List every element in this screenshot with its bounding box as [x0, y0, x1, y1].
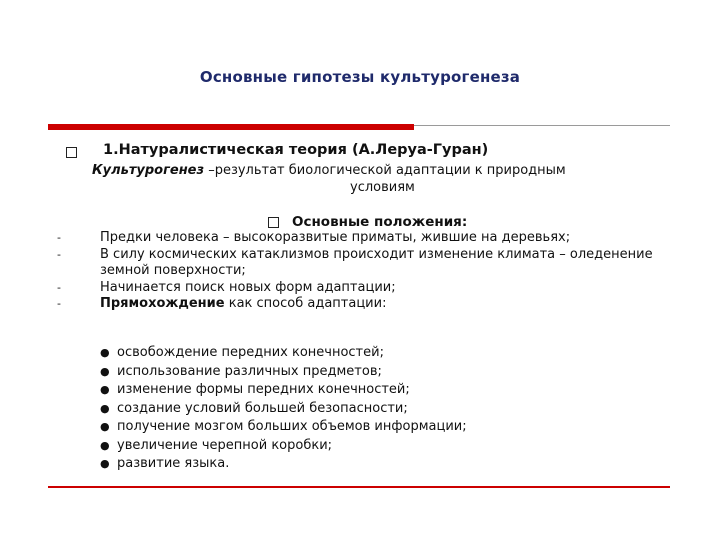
list-item: - Прямохождение как способ адаптации: [57, 296, 387, 311]
provisions-list [57, 230, 680, 313]
adaptation-bullets [100, 344, 660, 474]
list-item: - В силу космических катаклизмов происходит изменение климата – оледенение земной поверхности; [57, 246, 653, 278]
bullet-dot-icon: ● [100, 457, 110, 470]
bottom-divider [48, 486, 670, 488]
definition-text-line2: условиям [350, 180, 415, 195]
dash-icon: - [57, 231, 61, 244]
dash-icon: - [57, 280, 61, 294]
list-item: ● получение мозгом больших объемов информации; [100, 418, 660, 437]
bullet-dot-icon: ● [100, 438, 110, 452]
title-underline-rule [414, 125, 670, 126]
definition-text: –результат биологической адаптации к природным [204, 163, 566, 178]
list-item: - Предки человека – высокоразвитые приматы, жившие на деревьях; [57, 230, 571, 245]
square-bullet-icon [66, 147, 77, 158]
bullet-dot-icon: ● [100, 346, 110, 359]
square-bullet-icon [268, 217, 279, 228]
page-title: Основные гипотезы культурогенеза [199, 68, 521, 86]
list-item: ● развитие языка. [100, 455, 660, 474]
list-item: ● освобождение передних конечностей; [100, 344, 660, 363]
list-item: ● создание условий большей безопасности; [100, 400, 660, 419]
provisions-heading: Основные положения: [292, 214, 468, 230]
dash-icon: - [57, 297, 61, 310]
bullet-dot-icon: ● [100, 420, 110, 433]
bullet-dot-icon: ● [100, 364, 110, 378]
bullet-dot-icon: ● [100, 401, 110, 415]
theory-definition [92, 162, 672, 196]
bullet-dot-icon: ● [100, 383, 110, 396]
theory-heading: 1.Натуралистическая теория (А.Леруа-Гуран) [103, 142, 489, 158]
title-underline-accent [48, 124, 414, 130]
definition-term: Культурогенез [92, 163, 205, 178]
list-item: - Начинается поиск новых форм адаптации; [57, 279, 396, 295]
list-item: ● увеличение черепной коробки; [100, 437, 660, 456]
list-item: ● изменение формы передних конечностей; [100, 381, 660, 400]
dash-icon: - [57, 247, 61, 261]
list-item: ● использование различных предметов; [100, 363, 660, 382]
